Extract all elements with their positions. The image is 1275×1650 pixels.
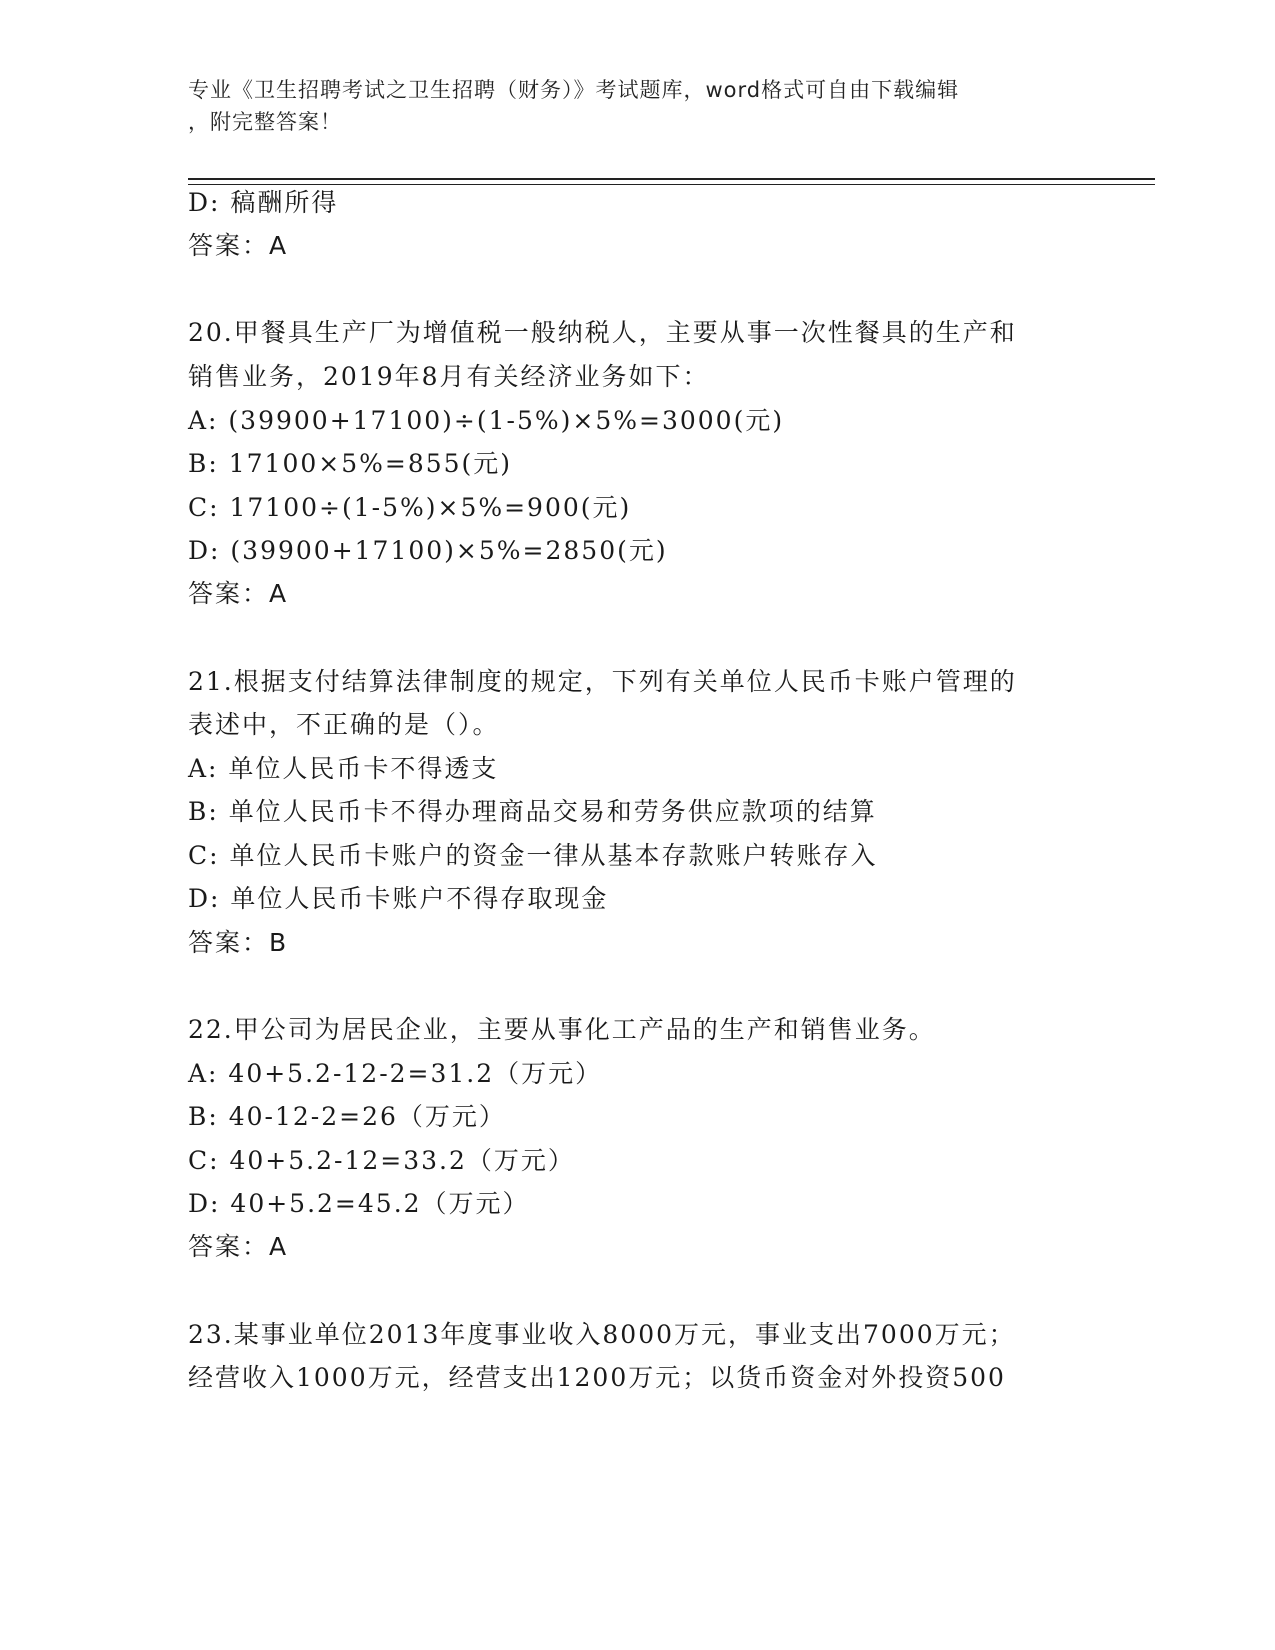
q21-stem-line-2: 表述中，不正确的是（）。 [188, 710, 500, 739]
page-header [188, 74, 1078, 138]
header-line-2: ，附完整答案！ [188, 110, 342, 134]
q21-option-d: D: 单位人民币卡账户不得存取现金 [188, 884, 609, 913]
header-rule-thick [188, 178, 1155, 180]
q21-stem-line-1: 21.根据支付结算法律制度的规定，下列有关单位人民币卡账户管理的 [188, 667, 1017, 696]
q21-option-b: B: 单位人民币卡不得办理商品交易和劳务供应款项的结算 [188, 797, 877, 826]
q21-option-a: A: 单位人民币卡不得透支 [188, 754, 499, 783]
q20-option-c: C: 17100÷(1-5%)×5%=900(元) [188, 493, 632, 522]
q22-option-d: D: 40+5.2=45.2（万元） [188, 1189, 530, 1218]
q23-stem-line-1: 23.某事业单位2013年度事业收入8000万元，事业支出7000万元； [188, 1320, 1016, 1349]
q19-answer: 答案：A [188, 231, 289, 260]
q20-stem-line-2: 销售业务，2019年8月有关经济业务如下： [188, 362, 710, 391]
q22-option-a: A: 40+5.2-12-2=31.2（万元） [188, 1059, 603, 1088]
header-rule-thin [188, 184, 1155, 185]
q19-option-d: D: 稿酬所得 [188, 188, 339, 217]
q20-option-a: A: (39900+17100)÷(1-5%)×5%=3000(元) [188, 406, 785, 435]
q22-stem-line-1: 22.甲公司为居民企业，主要从事化工产品的生产和销售业务。 [188, 1015, 936, 1044]
q20-option-b: B: 17100×5%=855(元) [188, 449, 513, 478]
q20-stem-line-1: 20.甲餐具生产厂为增值税一般纳税人，主要从事一次性餐具的生产和 [188, 318, 1017, 347]
q22-answer: 答案：A [188, 1232, 289, 1261]
q20-option-d: D: (39900+17100)×5%=2850(元) [188, 536, 668, 565]
q20-answer: 答案：A [188, 579, 289, 608]
q23-stem-line-2: 经营收入1000万元，经营支出1200万元；以货币资金对外投资500 [188, 1363, 1006, 1392]
q22-option-b: B: 40-12-2=26（万元） [188, 1102, 506, 1131]
q22-option-c: C: 40+5.2-12=33.2（万元） [188, 1146, 575, 1175]
header-line-1: 专业《卫生招聘考试之卫生招聘（财务）》考试题库，word格式可自由下载编辑 [188, 78, 960, 102]
q21-option-c: C: 单位人民币卡账户的资金一律从基本存款账户转账存入 [188, 841, 878, 870]
q21-answer: 答案：B [188, 928, 289, 957]
